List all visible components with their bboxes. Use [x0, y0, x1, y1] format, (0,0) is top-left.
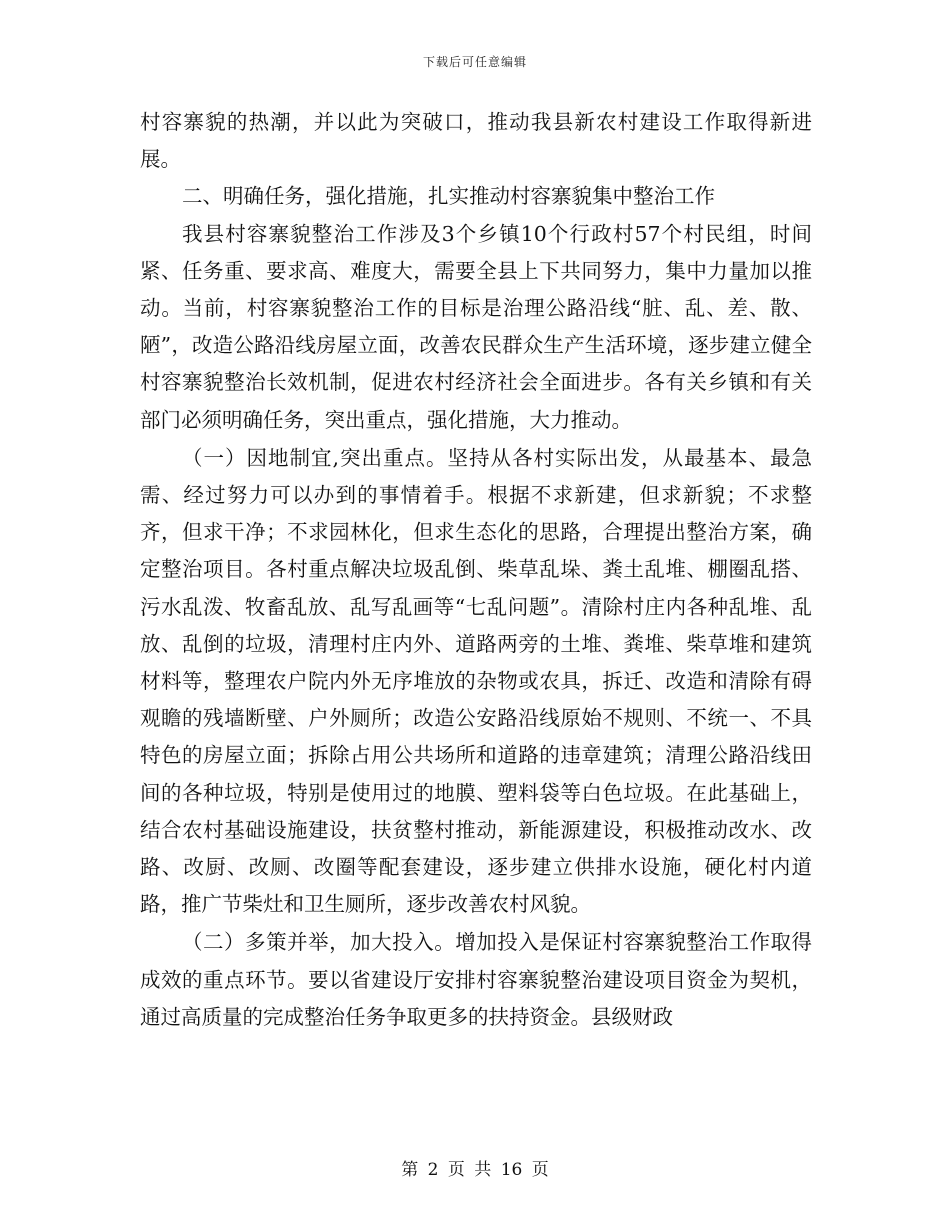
paragraph-continuation: 村容寨貌的热潮，并以此为突破口，推动我县新农村建设工作取得新进展。 — [140, 110, 812, 172]
document-body — [140, 104, 812, 1036]
section-heading: 二、明确任务，强化措施，扎实推动村容寨貌集中整治工作 — [182, 184, 715, 209]
paragraph-overview: 我县村容寨貌整治工作涉及3个乡镇10个行政村57个村民组，时间紧、任务重、要求高、难度大，需要全县上下共同努力，集中力量加以推动。当前，村容寨貌整治工作的目标是治理公路沿线“脏、乱、差、散、陋”，改造公路沿线房屋立面，改善农民群众生产生活环境，逐步建立健全村容寨貌整治长效机制，促进农村经济社会全面进步。各有关乡镇和有关部门必须明确任务，突出重点，强化措施，大力推动。 — [140, 221, 812, 432]
paragraph-item-1: （一）因地制宜,突出重点。坚持从各村实际出发，从最基本、最急需、经过努力可以办到的事情着手。根据不求新建，但求新貌；不求整齐，但求干净；不求园林化，但求生态化的思路，合理提出整治方案，确定整治项目。各村重点解决垃圾乱倒、柴草乱垛、粪土乱堆、棚圈乱搭、污水乱泼、牧畜乱放、乱写乱画等“七乱问题”。清除村庄内各种乱堆、乱放、乱倒的垃圾，清理村庄内外、道路两旁的土堆、粪堆、柴草堆和建筑材料等，整理农户院内外无序堆放的杂物或农具，拆迁、改造和清除有碍观瞻的残墙断壁、户外厕所；改造公安路沿线原始不规则、不统一、不具特色的房屋立面；拆除占用公共场所和道路的违章建筑；清理公路沿线田间的各种垃圾，特别是使用过的地膜、塑料袋等白色垃圾。在此基础上，结合农村基础设施建设，扶贫整村推动，新能源建设，积极推动改水、改路、改厨、改厕、改圈等配套建设，逐步建立供排水设施，硬化村内道路，推广节柴灶和卫生厕所，逐步改善农村风貌。 — [140, 445, 812, 917]
paragraph-item-2: （二）多策并举，加大投入。增加投入是保证村容寨貌整治工作取得成效的重点环节。要以省建设厅安排村容寨貌整治建设项目资金为契机，通过高质量的完成整治任务争取更多的扶持资金。县级财政 — [140, 930, 812, 1029]
page-header: 下载后可任意编辑 — [422, 55, 527, 69]
page-number-footer: 第 2 页 共 16 页 — [401, 1160, 549, 1180]
